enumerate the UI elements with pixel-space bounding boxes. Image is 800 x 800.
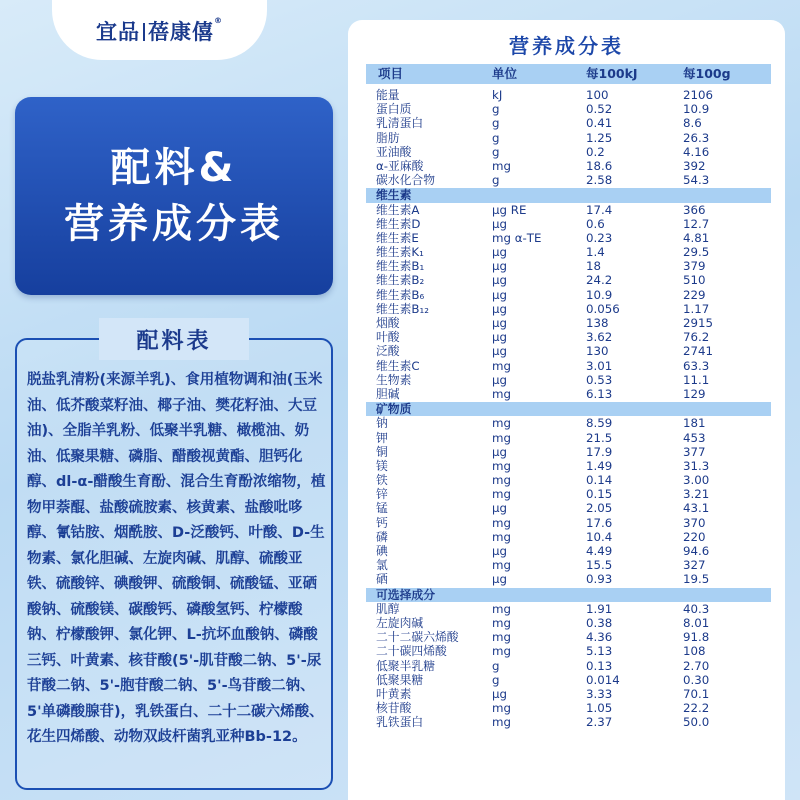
section-label: 维生素 bbox=[376, 188, 412, 203]
per-100g-cell: 26.3 bbox=[683, 130, 710, 145]
brand-name-right: 蓓康僖 bbox=[148, 20, 214, 44]
per-100g-cell: 2915 bbox=[683, 316, 714, 330]
per-100g-cell: 29.5 bbox=[683, 245, 710, 260]
nutrient-name: 乳铁蛋白 bbox=[376, 715, 424, 730]
table-row bbox=[366, 159, 771, 173]
table-row bbox=[366, 572, 771, 586]
unit-cell: mg bbox=[492, 630, 511, 645]
unit-cell: mg bbox=[492, 715, 511, 730]
table-row bbox=[366, 630, 771, 644]
unit-cell: mg bbox=[492, 358, 511, 373]
unit-cell: mg α-TE bbox=[492, 230, 542, 245]
unit-cell: mg bbox=[492, 515, 511, 530]
nutrient-name: 亚油酸 bbox=[376, 144, 412, 159]
nutrient-name: 泛酸 bbox=[376, 344, 400, 359]
brand-separator bbox=[143, 23, 145, 41]
nutrient-name: 二十二碳六烯酸 bbox=[376, 630, 459, 645]
nutrient-name: 肌醇 bbox=[376, 601, 400, 616]
unit-cell: μg RE bbox=[492, 202, 527, 217]
unit-cell: mg bbox=[492, 487, 511, 502]
table-row bbox=[366, 288, 771, 302]
nutrition-card bbox=[348, 20, 785, 800]
nutrient-name: 核苷酸 bbox=[376, 701, 412, 716]
per-100kj-cell: 0.38 bbox=[586, 615, 613, 630]
per-100g-cell: 50.0 bbox=[683, 715, 710, 730]
nutrient-name: 碘 bbox=[376, 544, 388, 558]
unit-cell: mg bbox=[492, 473, 511, 488]
unit-cell: μg bbox=[492, 344, 507, 359]
table-row bbox=[366, 245, 771, 259]
table-row bbox=[366, 173, 771, 187]
per-100g-cell: 11.1 bbox=[683, 372, 710, 387]
per-100kj-cell: 1.25 bbox=[586, 130, 613, 145]
per-100g-cell: 31.3 bbox=[683, 458, 710, 473]
table-row bbox=[366, 302, 771, 316]
table-row bbox=[366, 217, 771, 231]
table-row bbox=[366, 673, 771, 687]
table-row bbox=[366, 501, 771, 515]
title-line-1: 配料& bbox=[110, 145, 238, 191]
per-100kj-cell: 15.5 bbox=[586, 558, 613, 573]
brand-name bbox=[96, 16, 223, 46]
per-100g-cell: 392 bbox=[683, 158, 706, 173]
unit-cell: mg bbox=[492, 701, 511, 716]
nutrient-name: 硒 bbox=[376, 572, 388, 587]
per-100kj-cell: 21.5 bbox=[586, 430, 613, 445]
per-100g-cell: 370 bbox=[683, 515, 706, 530]
table-row bbox=[366, 344, 771, 358]
unit-cell: mg bbox=[492, 615, 511, 630]
per-100kj-cell: 4.36 bbox=[586, 630, 613, 645]
per-100kj-cell: 130 bbox=[586, 344, 609, 359]
ingredients-label: 配料表 bbox=[99, 318, 249, 360]
per-100kj-cell: 3.62 bbox=[586, 330, 613, 345]
per-100g-cell: 76.2 bbox=[683, 330, 710, 345]
nutrient-name: 烟酸 bbox=[376, 316, 400, 330]
per-100kj-cell: 2.05 bbox=[586, 501, 613, 516]
nutrient-name: 镁 bbox=[376, 458, 388, 473]
unit-cell: μg bbox=[492, 330, 507, 345]
unit-cell: μg bbox=[492, 372, 507, 387]
per-100kj-cell: 2.58 bbox=[586, 173, 613, 188]
unit-cell: μg bbox=[492, 572, 507, 587]
per-100g-cell: 40.3 bbox=[683, 601, 710, 616]
per-100g-cell: 129 bbox=[683, 386, 706, 401]
per-100kj-cell: 3.33 bbox=[586, 686, 613, 701]
unit-cell: mg bbox=[492, 558, 511, 573]
brand-logo bbox=[52, 0, 267, 60]
per-100g-cell: 2.70 bbox=[683, 658, 710, 673]
per-100kj-cell: 0.14 bbox=[586, 473, 613, 488]
per-100kj-cell: 1.91 bbox=[586, 601, 613, 616]
per-100g-cell: 366 bbox=[683, 202, 706, 217]
unit-cell: mg bbox=[492, 158, 511, 173]
per-100g-cell: 43.1 bbox=[683, 501, 710, 516]
per-100kj-cell: 10.4 bbox=[586, 529, 613, 544]
unit-cell: g bbox=[492, 658, 500, 673]
nutrient-name: 叶酸 bbox=[376, 330, 400, 345]
table-row bbox=[366, 145, 771, 159]
per-100kj-cell: 18 bbox=[586, 259, 602, 274]
table-row bbox=[366, 259, 771, 273]
table-row bbox=[366, 544, 771, 558]
nutrient-name: 维生素E bbox=[376, 230, 419, 245]
table-row bbox=[366, 316, 771, 330]
per-100kj-cell: 0.15 bbox=[586, 487, 613, 502]
table-row bbox=[366, 431, 771, 445]
per-100g-cell: 379 bbox=[683, 259, 706, 274]
nutrient-name: 胆碱 bbox=[376, 386, 400, 401]
unit-cell: μg bbox=[492, 316, 507, 330]
header-item: 项目 bbox=[378, 66, 404, 81]
nutrient-name: 低聚半乳糖 bbox=[376, 658, 435, 673]
nutrient-name: 铁 bbox=[376, 473, 388, 488]
unit-cell: mg bbox=[492, 430, 511, 445]
unit-cell: μg bbox=[492, 501, 507, 516]
per-100g-cell: 22.2 bbox=[683, 701, 710, 716]
table-row bbox=[366, 102, 771, 116]
nutrient-name: 叶黄素 bbox=[376, 686, 412, 701]
per-100kj-cell: 24.2 bbox=[586, 273, 613, 288]
table-row bbox=[366, 659, 771, 673]
nutrient-name: 铜 bbox=[376, 444, 388, 459]
table-row bbox=[366, 516, 771, 530]
unit-cell: μg bbox=[492, 544, 507, 558]
unit-cell: mg bbox=[492, 458, 511, 473]
table-row bbox=[366, 616, 771, 630]
table-row bbox=[366, 231, 771, 245]
nutrient-name: 二十碳四烯酸 bbox=[376, 644, 447, 659]
unit-cell: μg bbox=[492, 444, 507, 459]
per-100kj-cell: 18.6 bbox=[586, 158, 613, 173]
per-100kj-cell: 100 bbox=[586, 88, 609, 102]
per-100g-cell: 63.3 bbox=[683, 358, 710, 373]
per-100g-cell: 10.9 bbox=[683, 102, 710, 117]
per-100kj-cell: 8.59 bbox=[586, 416, 613, 431]
unit-cell: μg bbox=[492, 259, 507, 274]
per-100g-cell: 12.7 bbox=[683, 216, 710, 231]
table-row bbox=[366, 644, 771, 658]
ingredients-text: 脱盐乳清粉(来源羊乳)、食用植物调和油(玉米油、低芥酸菜籽油、椰子油、樊花籽油、大豆油)、全脂羊乳粉、低聚半乳糖、橄榄油、奶油、低聚果糖、磷脂、醋酸视黄酯、胆钙化醇、dl-α-醋酸生育酚、混合生育酚浓缩物，植物甲萘醌、盐酸硫胺素、核黄素、盐酸吡哆醇、氰钴胺、烟酰胺、D-泛酸钙、叶酸、D-生物素、氯化胆碱、左旋肉碱、肌醇、硫酸亚铁、硫酸锌、碘酸钾、硫酸铜、硫酸锰、亚硒酸钠、硫酸镁、碳酸钙、磷酸氢钙、柠檬酸钠、柠檬酸钾、氯化钾、L-抗坏血酸钠、磷酸三钙、叶黄素、核苷酸(5'-肌苷酸二钠、5'-尿苷酸二钠、5'-胞苷酸二钠、5'-鸟苷酸二钠、5'单磷酸腺苷)，乳铁蛋白、二十二碳六烯酸、花生四烯酸、动物双歧杆菌乳亚种Bb-12。 bbox=[27, 372, 326, 745]
per-100g-cell: 4.81 bbox=[683, 230, 710, 245]
per-100g-cell: 327 bbox=[683, 558, 706, 573]
unit-cell: mg bbox=[492, 601, 511, 616]
unit-cell: mg bbox=[492, 386, 511, 401]
nutrient-name: 维生素C bbox=[376, 358, 420, 373]
per-100kj-cell: 1.49 bbox=[586, 458, 613, 473]
unit-cell: kJ bbox=[492, 88, 503, 102]
unit-cell: μg bbox=[492, 301, 507, 316]
table-row bbox=[366, 359, 771, 373]
nutrient-name: 脂肪 bbox=[376, 130, 400, 145]
per-100g-cell: 0.30 bbox=[683, 672, 710, 687]
nutrient-name: 生物素 bbox=[376, 372, 412, 387]
nutrient-name: 维生素A bbox=[376, 202, 420, 217]
per-100kj-cell: 0.52 bbox=[586, 102, 613, 117]
per-100g-cell: 91.8 bbox=[683, 630, 710, 645]
per-100kj-cell: 5.13 bbox=[586, 644, 613, 659]
nutrition-title: 营养成分表 bbox=[509, 34, 624, 58]
table-row bbox=[366, 131, 771, 145]
registered-mark: ® bbox=[214, 16, 223, 25]
nutrient-name: 维生素B₁₂ bbox=[376, 301, 429, 316]
per-100g-cell: 70.1 bbox=[683, 686, 710, 701]
per-100g-cell: 220 bbox=[683, 529, 706, 544]
table-row bbox=[366, 701, 771, 715]
per-100g-cell: 377 bbox=[683, 444, 706, 459]
nutrient-name: α-亚麻酸 bbox=[376, 158, 424, 173]
per-100g-cell: 8.01 bbox=[683, 615, 710, 630]
unit-cell: g bbox=[492, 130, 500, 145]
table-row bbox=[366, 530, 771, 544]
title-line-2: 营养成分表 bbox=[64, 201, 284, 247]
nutrient-name: 磷 bbox=[376, 529, 388, 544]
per-100g-cell: 2741 bbox=[683, 344, 714, 359]
table-section-row bbox=[366, 588, 771, 602]
table-row bbox=[366, 387, 771, 401]
nutrient-name: 钾 bbox=[376, 430, 388, 445]
per-100g-cell: 181 bbox=[683, 416, 706, 431]
per-100g-cell: 8.6 bbox=[683, 116, 702, 131]
table-section-row bbox=[366, 188, 771, 202]
table-row bbox=[366, 330, 771, 344]
table-row bbox=[366, 445, 771, 459]
unit-cell: mg bbox=[492, 644, 511, 659]
table-header-row bbox=[366, 64, 771, 84]
table-row bbox=[366, 416, 771, 430]
per-100kj-cell: 0.93 bbox=[586, 572, 613, 587]
per-100g-cell: 1.17 bbox=[683, 301, 710, 316]
per-100kj-cell: 17.4 bbox=[586, 202, 613, 217]
section-label: 矿物质 bbox=[376, 402, 412, 417]
table-row bbox=[366, 273, 771, 287]
brand-name-left: 宜品 bbox=[96, 20, 140, 44]
unit-cell: μg bbox=[492, 245, 507, 260]
table-row bbox=[366, 487, 771, 501]
unit-cell: mg bbox=[492, 416, 511, 431]
table-row bbox=[366, 687, 771, 701]
per-100kj-cell: 17.6 bbox=[586, 515, 613, 530]
nutrient-name: 锌 bbox=[376, 487, 388, 502]
per-100g-cell: 2106 bbox=[683, 88, 714, 102]
header-per-100kj: 每100kJ bbox=[586, 66, 638, 81]
per-100g-cell: 54.3 bbox=[683, 173, 710, 188]
per-100g-cell: 453 bbox=[683, 430, 706, 445]
unit-cell: g bbox=[492, 144, 500, 159]
per-100kj-cell: 6.13 bbox=[586, 386, 613, 401]
table-row bbox=[366, 602, 771, 616]
table-row bbox=[366, 203, 771, 217]
per-100kj-cell: 4.49 bbox=[586, 544, 613, 558]
per-100kj-cell: 0.53 bbox=[586, 372, 613, 387]
table-row bbox=[366, 473, 771, 487]
per-100g-cell: 3.00 bbox=[683, 473, 710, 488]
table-row bbox=[366, 373, 771, 387]
per-100g-cell: 4.16 bbox=[683, 144, 710, 159]
header-per-100g: 每100g bbox=[683, 66, 731, 81]
nutrient-name: 能量 bbox=[376, 88, 400, 102]
table-row bbox=[366, 116, 771, 130]
per-100kj-cell: 0.23 bbox=[586, 230, 613, 245]
per-100kj-cell: 0.2 bbox=[586, 144, 605, 159]
per-100g-cell: 510 bbox=[683, 273, 706, 288]
table-section-row bbox=[366, 402, 771, 416]
header-unit: 单位 bbox=[492, 66, 518, 81]
per-100kj-cell: 0.014 bbox=[586, 672, 620, 687]
nutrient-name: 维生素B₂ bbox=[376, 273, 425, 288]
per-100kj-cell: 1.05 bbox=[586, 701, 613, 716]
per-100kj-cell: 3.01 bbox=[586, 358, 613, 373]
title-card bbox=[15, 97, 333, 295]
nutrient-name: 锰 bbox=[376, 501, 388, 516]
per-100g-cell: 229 bbox=[683, 287, 706, 302]
per-100kj-cell: 2.37 bbox=[586, 715, 613, 730]
per-100kj-cell: 0.6 bbox=[586, 216, 605, 231]
nutrient-name: 维生素B₆ bbox=[376, 287, 425, 302]
nutrient-name: 乳清蛋白 bbox=[376, 116, 424, 131]
table-row bbox=[366, 715, 771, 729]
unit-cell: μg bbox=[492, 216, 507, 231]
nutrient-name: 蛋白质 bbox=[376, 102, 412, 117]
per-100kj-cell: 0.056 bbox=[586, 301, 620, 316]
unit-cell: μg bbox=[492, 686, 507, 701]
per-100kj-cell: 1.4 bbox=[586, 245, 605, 260]
nutrient-name: 维生素D bbox=[376, 216, 421, 231]
unit-cell: mg bbox=[492, 529, 511, 544]
section-label: 可选择成分 bbox=[376, 587, 435, 602]
nutrient-name: 低聚果糖 bbox=[376, 672, 424, 687]
per-100kj-cell: 0.13 bbox=[586, 658, 613, 673]
nutrient-name: 维生素B₁ bbox=[376, 259, 425, 274]
per-100kj-cell: 10.9 bbox=[586, 287, 613, 302]
table-row bbox=[366, 558, 771, 572]
nutrient-name: 维生素K₁ bbox=[376, 245, 424, 260]
per-100kj-cell: 138 bbox=[586, 316, 609, 330]
per-100g-cell: 108 bbox=[683, 644, 706, 659]
nutrient-name: 钠 bbox=[376, 416, 388, 431]
per-100kj-cell: 17.9 bbox=[586, 444, 613, 459]
nutrient-name: 氯 bbox=[376, 558, 388, 573]
unit-cell: μg bbox=[492, 287, 507, 302]
per-100g-cell: 3.21 bbox=[683, 487, 710, 502]
table-row bbox=[366, 88, 771, 102]
table-row bbox=[366, 459, 771, 473]
nutrient-name: 左旋肉碱 bbox=[376, 615, 424, 630]
per-100g-cell: 94.6 bbox=[683, 544, 710, 558]
nutrition-table bbox=[366, 64, 771, 729]
unit-cell: μg bbox=[492, 273, 507, 288]
per-100g-cell: 19.5 bbox=[683, 572, 710, 587]
nutrient-name: 钙 bbox=[376, 515, 388, 530]
per-100kj-cell: 0.41 bbox=[586, 116, 613, 131]
unit-cell: g bbox=[492, 173, 500, 188]
unit-cell: g bbox=[492, 672, 500, 687]
unit-cell: g bbox=[492, 116, 500, 131]
nutrient-name: 碳水化合物 bbox=[376, 173, 435, 188]
unit-cell: g bbox=[492, 102, 500, 117]
